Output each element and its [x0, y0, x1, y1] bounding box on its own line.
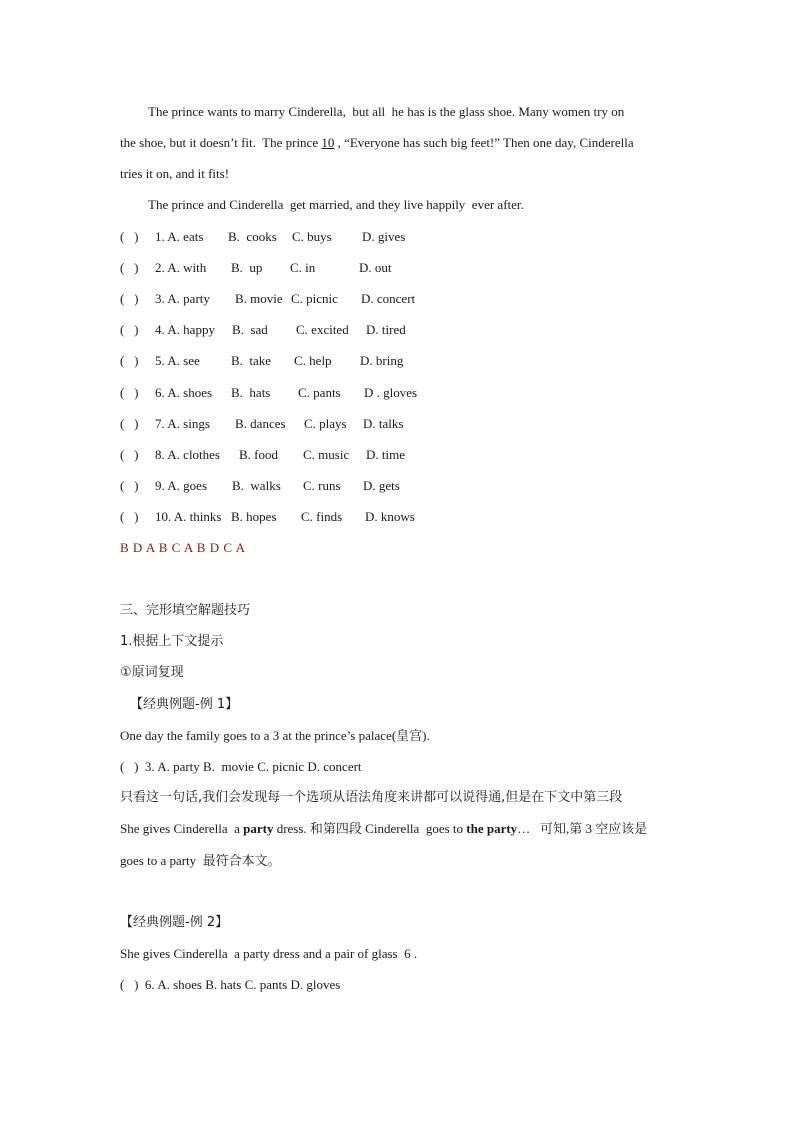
example-1-sentence: One day the family goes to a 3 at the prince’s palace(皇宫).	[120, 728, 430, 743]
answer-paren: ( )	[120, 229, 139, 244]
passage-paragraph-2: The prince and Cinderella get married, and they live happily ever after.	[148, 197, 524, 212]
option-d: D. talks	[363, 416, 404, 431]
answer-paren: ( )	[120, 353, 139, 368]
section-heading: 三、完形填空解题技巧	[120, 603, 251, 618]
subheading-word-recurrence: ①原词复现	[120, 665, 184, 680]
option-d: D . gloves	[364, 385, 418, 400]
answer-paren: ( )	[120, 291, 139, 306]
example-1-explanation-line-1: 只看这一句话,我们会发现每一个选项从语法角度来讲都可以说得通,但是在下文中第三段	[120, 790, 623, 805]
answer-paren: ( )	[120, 416, 139, 431]
answer-key: B D A B C A B D C A	[120, 540, 246, 555]
option-b: B. hopes	[231, 509, 277, 524]
question-number-option-a: 1. A. eats	[155, 229, 204, 244]
option-b: B. up	[231, 260, 263, 275]
explanation-text: … 可知,第 3 空应该是	[517, 821, 648, 836]
option-c: C. buys	[292, 229, 332, 244]
question-number-option-a: 6. A. shoes	[155, 385, 213, 400]
option-d: D. time	[366, 447, 405, 462]
question-number-option-a: 9. A. goes	[155, 478, 207, 493]
option-d: D. out	[359, 260, 392, 275]
question-number-option-a: 2. A. with	[155, 260, 207, 275]
explanation-text: dress. 和第四段 Cinderella goes to	[273, 821, 467, 836]
option-d: D. gets	[363, 478, 400, 493]
emphasis-party: party	[243, 821, 274, 836]
option-c: C. excited	[296, 322, 349, 337]
option-b: B. take	[231, 353, 272, 368]
option-c: C. in	[290, 260, 316, 275]
example-1-label: 【经典例题-例 1】	[130, 697, 239, 712]
question-number-option-a: 7. A. sings	[155, 416, 210, 431]
question-number-option-a: 5. A. see	[155, 353, 200, 368]
option-c: C. runs	[303, 478, 341, 493]
option-c: C. picnic	[291, 291, 338, 306]
option-c: C. pants	[298, 385, 341, 400]
option-b: B. food	[239, 447, 278, 462]
passage-line-2-end: , “Everyone has such big feet!” Then one day, Cinderella	[334, 135, 634, 150]
subheading-context-clues: 1.根据上下文提示	[120, 634, 224, 649]
option-b: B. hats	[231, 385, 271, 400]
question-number-option-a: 3. A. party	[155, 291, 210, 306]
option-c: C. music	[303, 447, 350, 462]
passage-line-2	[120, 135, 634, 151]
option-b: B. dances	[235, 416, 286, 431]
example-1-explanation-line-2	[120, 821, 647, 837]
option-c: C. help	[294, 353, 332, 368]
answer-paren: ( )	[120, 385, 139, 400]
example-1-question: ( ) 3. A. party B. movie C. picnic D. concert	[120, 759, 362, 774]
example-1-explanation-line-3: goes to a party 最符合本文。	[120, 853, 281, 868]
answer-paren: ( )	[120, 322, 139, 337]
option-d: D. knows	[365, 509, 415, 524]
emphasis-the-party: the party	[466, 821, 518, 836]
blank-10: 10	[321, 135, 335, 150]
passage-line-2-start: the shoe, but it doesn’t fit. The prince	[120, 135, 322, 150]
answer-paren: ( )	[120, 509, 139, 524]
question-number-option-a: 10. A. thinks	[155, 509, 222, 524]
option-c: C. finds	[301, 509, 343, 524]
question-number-option-a: 8. A. clothes	[155, 447, 220, 462]
passage-line-1: The prince wants to marry Cinderella, but all he has is the glass shoe. Many women try on	[148, 104, 625, 119]
option-d: D. bring	[360, 353, 404, 368]
option-c: C. plays	[304, 416, 347, 431]
example-2-question: ( ) 6. A. shoes B. hats C. pants D. gloves	[120, 977, 341, 992]
option-d: D. concert	[361, 291, 416, 306]
example-2-label: 【经典例题-例 2】	[120, 915, 229, 930]
option-b: B. movie	[235, 291, 283, 306]
answer-paren: ( )	[120, 447, 139, 462]
passage-line-3: tries it on, and it fits!	[120, 166, 230, 181]
option-b: B. cooks	[228, 229, 277, 244]
option-b: B. sad	[232, 322, 268, 337]
option-d: D. tired	[366, 322, 406, 337]
option-d: D. gives	[362, 229, 406, 244]
example-2-sentence: She gives Cinderella a party dress and a pair of glass 6 .	[120, 946, 418, 961]
answer-paren: ( )	[120, 260, 139, 275]
answer-paren: ( )	[120, 478, 139, 493]
explanation-text: She gives Cinderella a	[120, 821, 244, 836]
option-b: B. walks	[232, 478, 281, 493]
question-number-option-a: 4. A. happy	[155, 322, 215, 337]
